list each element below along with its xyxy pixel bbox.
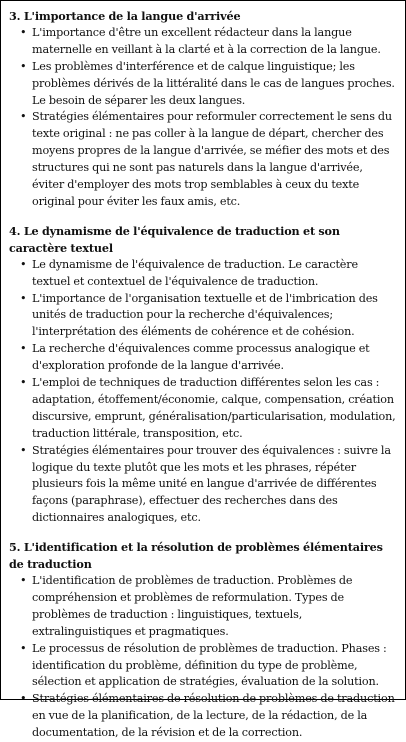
list-item	[9, 291, 397, 342]
bullet-icon: •	[20, 291, 27, 305]
section-title: 5. L'identification et la résolution de problèmes élémentaires de traduction	[9, 540, 383, 572]
section-4	[9, 223, 397, 527]
list-item-text: Stratégies élémentaires pour reformuler correctement le sens du texte original : ne pas coller à la langue de départ, chercher des moyens propres de la langue d'arrivée, se méfier des mots et des structures qui ne sont pas naturels dans la langue d'arrivée, éviter d'employer des mots trop semblables à ceux du texte original pour éviter les faux amis, etc.	[32, 110, 392, 208]
bullet-icon: •	[20, 574, 27, 587]
list-item	[9, 443, 397, 528]
section-5	[9, 539, 397, 742]
list-item-text: La recherche d'équivalences comme processus analogique et d'exploration profonde de la langue d'arrivée.	[32, 342, 370, 373]
list-item-text: L'importance d'être un excellent rédacteur dans la langue maternelle en veillant à la clarté et à la correction de la langue.	[32, 25, 381, 56]
list-item-text: L'importance de l'organisation textuelle et de l'imbrication des unités de traduction pour la recherche d'équivalences; l'interprétation des éléments de cohérence et de cohésion.	[32, 291, 378, 339]
section-title: 4. Le dynamisme de l'équivalence de traduction et son caractère textuel	[9, 223, 340, 255]
list-item-text: Le dynamisme de l'équivalence de traduction. Le caractère textuel et contextuel de l'équivalence de traduction.	[32, 257, 358, 288]
bullet-icon: •	[20, 342, 27, 356]
list-item	[9, 257, 397, 291]
list-item-text: L'identification de problèmes de traduction. Problèmes de compréhension et problèmes de reformulation. Types de problèmes de traduction : linguistiques, textuels, extralinguistiques et pragmatiques.	[32, 574, 353, 638]
bullet-icon: •	[20, 376, 27, 390]
list-item	[9, 25, 397, 59]
list-item-text: L'emploi de techniques de traduction différentes selon les cas : adaptation, étoffement/économie, calque, compensation, création discursive, emprunt, généralisation/particularisation, modulation, traduction littérale, transposition, etc.	[32, 376, 396, 440]
list-item	[9, 691, 397, 742]
bullet-list	[9, 573, 397, 742]
bullet-icon: •	[20, 692, 27, 706]
list-item	[9, 375, 397, 443]
bullet-icon: •	[20, 443, 27, 457]
list-item	[9, 59, 397, 110]
list-item-text: Stratégies élémentaires de résolution de problèmes de traduction en vue de la planification, de la lecture, de la rédaction, de la documentation, de la révision et de la correction.	[32, 692, 395, 740]
list-item	[9, 573, 397, 641]
list-item	[9, 109, 397, 210]
bullet-list	[9, 257, 397, 528]
list-item	[9, 341, 397, 375]
section-3	[9, 8, 397, 211]
sections-container	[9, 8, 397, 742]
list-item-text: Les problèmes d'interférence et de calque linguistique; les problèmes dérivés de la littéralité dans le cas de langues proches. Le besoin de séparer les deux langues.	[32, 59, 395, 107]
bullet-icon: •	[20, 641, 27, 655]
bullet-list	[9, 25, 397, 211]
bullet-icon: •	[20, 257, 27, 271]
bullet-icon: •	[20, 110, 27, 124]
section-title: 3. L'importance de la langue d'arrivée	[9, 9, 241, 23]
list-item	[9, 641, 397, 692]
bullet-icon: •	[20, 25, 27, 39]
list-item-text: Le processus de résolution de problèmes de traduction. Phases : identification du problème, définition du type de problème, sélection et application de stratégies, évaluation de la solution.	[32, 641, 387, 689]
list-item-text: Stratégies élémentaires pour trouver des équivalences : suivre la logique du texte plutôt que les mots et les phrases, répéter plusieurs fois la même unité en langue d'arrivée de différentes façons (paraphrase), effectuer des recherches dans des dictionnaires analogiques, etc.	[32, 443, 391, 525]
bullet-icon: •	[20, 59, 27, 73]
